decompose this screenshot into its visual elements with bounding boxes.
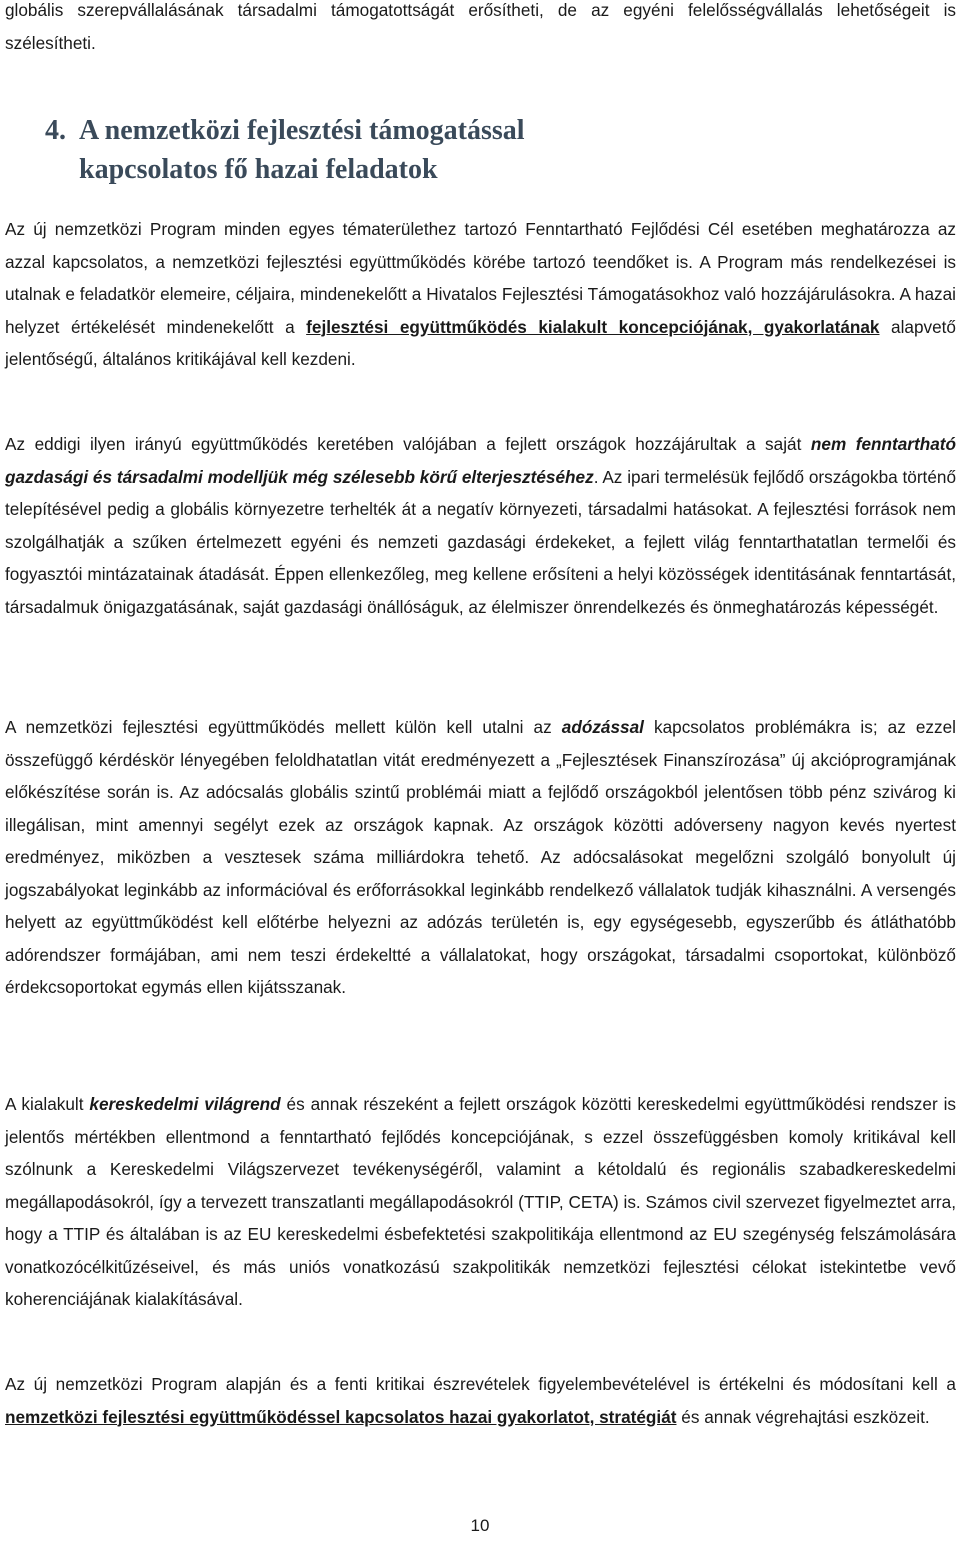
p5-text-1: Az új nemzetközi Program alapján és a fenti kritikai észrevételek figyelembevételével is értékelni és módosítani kell a: [5, 1374, 956, 1394]
p5-underlined-phrase: nemzetközi fejlesztési együttműködéssel kapcsolatos hazai gyakorlatot, stratégiát: [5, 1406, 677, 1427]
p1-text-2: alapvető jelentőségű, általános kritikájával kell kezdeni.: [5, 316, 956, 369]
p1-underlined-phrase: fejlesztési együttműködés kialakult koncepciójának, gyakorlatának: [306, 316, 880, 337]
p2-text-2: . Az ipari termelésük fejlődő országokba történő telepítésével pedig a globális környezetre terhelték át a negatív környezeti, társadalmi hatásokat. A fejlesztési források nem szolgálhatják a szűken értelmezett egyéni és nemzeti gazdasági érdekeket, a fejlett világ fenntarthatatlan termelői és fogyasztói mintázatainak átadását. Éppen ellenkezőleg, meg kellene erősíteni a helyi közösségek identitásának fenntartását, társadalmuk önigazgatásának, saját gazdasági önállóságuk, az élelmiszer önrendelkezés és önmeghatározás képességét.: [5, 466, 957, 617]
p3-text-1: A nemzetközi fejlesztési együttműködés mellett külön kell utalni az: [5, 717, 562, 737]
page-number: 10: [470, 1516, 490, 1535]
p5-text-2: és annak végrehajtási eszközeit.: [676, 1406, 930, 1427]
p4-text-2: és annak részeként a fejlett országok közötti kereskedelmi együttműködési rendszer is jelentős mértékben ellentmond a fenntartható fejlődés koncepciójának, s ezzel összefüggésben komoly kritikával kell szólnunk a Kereskedelmi Világszervezet tevékenységéről, valamint a kétoldalú és regionális szabadkereskedelmi megállapodásokról, így a tervezett transzatlanti megállapodásokról (TTIP, CETA) is. Számos civil szervezet figyelmeztet arra, hogy a TTIP és általában is az EU kereskedelmi ésbefektetési szakpolitikája ellentmond az EU szegénység felszámolására vonatkozócélkitűzéseivel, és más uniós vonatkozású szakpolitikák nemzetközi fejlesztési célokat istekintetbe vevő koherenciájának kialakításával.: [5, 1094, 956, 1309]
section-number: 4.: [45, 115, 66, 146]
paragraph-cooperation-history: [5, 428, 956, 623]
p2-emphasis-phrase: nem fenntartható gazdasági és társadalmi modelljük még szélesebb körű elterjesztéséhez: [5, 434, 956, 487]
p3-text-2: kapcsolatos problémákra is; az ezzel összefüggő kérdéskör lényegében feloldhatatlan vitát eredményezett a „Fejlesztések Finanszírozása” új akcióprogramjának előkészítése során is. Az adócsalás globális szintű problémái miatt a fejlődő országokból jelentősen több pénz szivárog ki illegálisan, mint amennyi segélyt ezek az országok kapnak. Az országok közötti adóverseny nagyon kevés nyertest eredményez, miközben a vesztesek száma milliárdokra tehető. Az adócsalásokat megelőzni szolgáló bonyolult új jogszabályokat leginkább az információval és erőforrásokkal leginkább rendelkező vállalatok tudják kihasználni. A versengés helyett az együttműködést kell előtérbe helyezni az adózás területén is, egy egységesebb, egyszerűbb és átláthatóbb adórendszer formájában, ami nem teszi érdekeltté a vállalatokat, hogy országokat, társadalmi csoportokat, különböző érdekcsoportokat egymás ellen kijátsszanak.: [5, 717, 956, 997]
intro-paragraph: [5, 0, 956, 59]
paragraph-conclusion: [5, 1368, 956, 1433]
paragraph-program-tasks: [5, 213, 956, 376]
section-title-line1: A nemzetközi fejlesztési támogatással: [79, 115, 525, 146]
paragraph-taxation: [5, 711, 956, 1004]
section-title-line2: kapcsolatos fő hazai feladatok: [79, 154, 438, 185]
p4-emphasis-phrase: kereskedelmi világrend: [89, 1094, 281, 1114]
intro-text: globális szerepvállalásának társadalmi támogatottságát erősítheti, de az egyéni felelősségvállalás lehetőségeit is szélesítheti.: [5, 0, 956, 53]
p2-text-1: Az eddigi ilyen irányú együttműködés keretében valójában a fejlett országok hozzájárultak a saját: [5, 434, 811, 454]
section-heading: [5, 111, 956, 189]
p4-text-1: A kialakult: [5, 1094, 90, 1114]
p1-text-1: Az új nemzetközi Program minden egyes tématerülethez tartozó Fenntartható Fejlődési Cél esetében meghatározza az azzal kapcsolatos, a nemzetközi fejlesztési együttműködés körébe tartozó teendőket is. A Program más rendelkezései is utalnak e feladatkör elemeire, céljaira, mindenekelőtt a Hivatalos Fejlesztési Támogatásokhoz való hozzájárulásokra. A hazai helyzet értékelését mindenekelőtt a: [5, 219, 956, 337]
p3-emphasis-word: adózással: [561, 717, 644, 737]
paragraph-trade-order: [5, 1088, 956, 1316]
